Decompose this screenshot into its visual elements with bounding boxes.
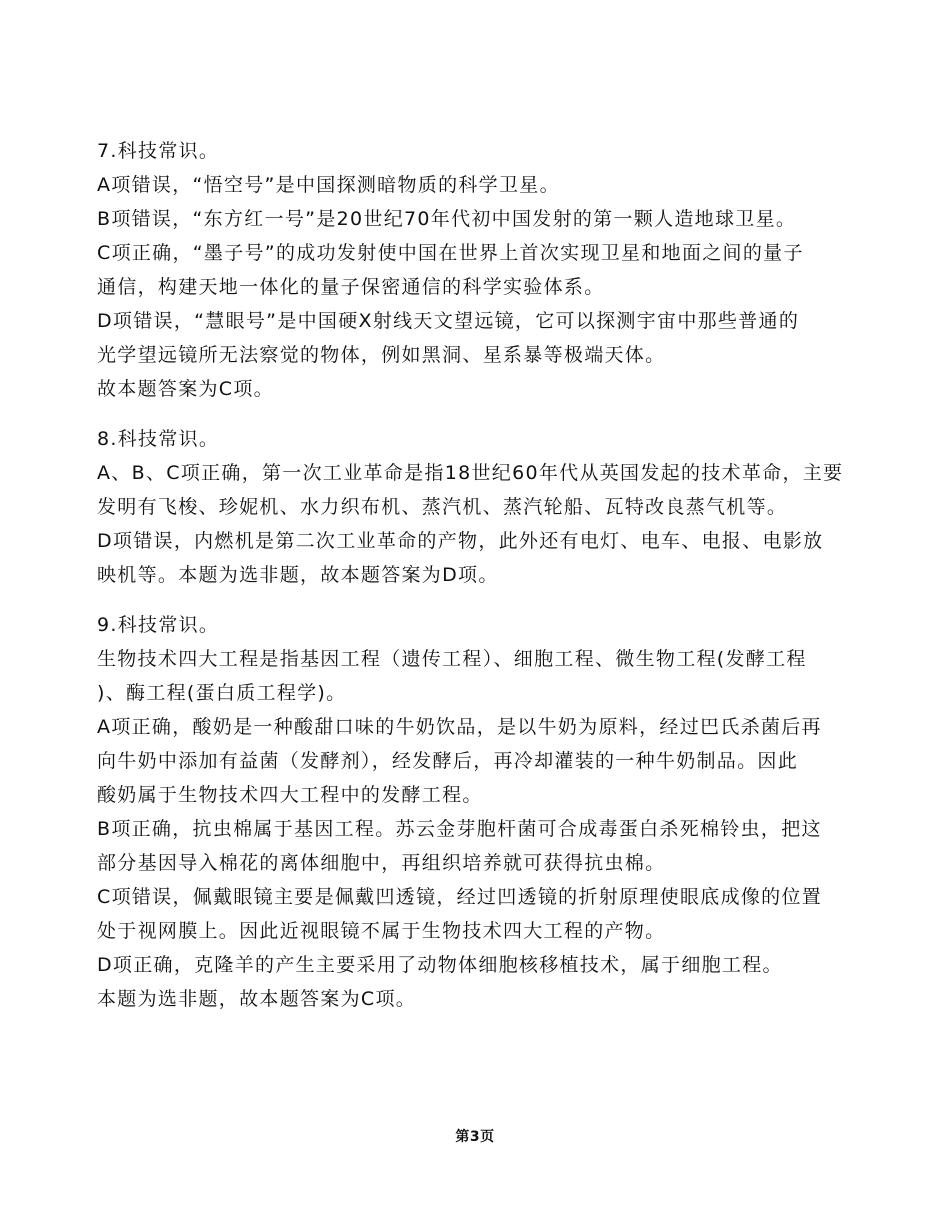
question-7-option-a [97, 168, 877, 202]
question-7-option-c [97, 236, 877, 304]
text-line: B项错误，“东方红一号”是20世纪70年代初中国发射的第一颗人造地球卫星。 [97, 208, 797, 230]
text-line: A、B、C项正确，第一次工业革命是指18世纪60年代从英国发起的技术革命，主要 [97, 462, 844, 484]
text-line: D项错误，“慧眼号”是中国硬X射线天文望远镜，它可以探测宇宙中那些普通的 [97, 310, 800, 332]
question-9-option-d [97, 948, 877, 982]
question-9-option-c [97, 880, 877, 948]
text-line: 映机等。本题为选非题，故本题答案为D项。 [97, 564, 499, 586]
question-9-answer [97, 982, 877, 1016]
text-line: A项错误，“悟空号”是中国探测暗物质的科学卫星。 [97, 174, 560, 196]
text-line: C项正确，“墨子号”的成功发射使中国在世界上首次实现卫星和地面之间的量子 [97, 242, 804, 264]
text-line: B项正确，抗虫棉属于基因工程。苏云金芽胞杆菌可合成毒蛋白杀死棉铃虫，把这 [97, 818, 822, 840]
text-line: D项正确，克隆羊的产生主要采用了动物体细胞核移植技术，属于细胞工程。 [97, 954, 783, 976]
question-9-explanation [97, 608, 877, 1016]
question-8-heading: 8.科技常识。 [97, 428, 220, 450]
question-9-intro [97, 642, 877, 710]
text-line: D项错误，内燃机是第二次工业革命的产物，此外还有电灯、电车、电报、电影放 [97, 530, 824, 552]
question-7-option-b [97, 202, 877, 236]
page-number: 第3页 [455, 1129, 495, 1145]
question-7-heading: 7.科技常识。 [97, 140, 220, 162]
question-9-option-a [97, 710, 877, 812]
text-line: 通信，构建天地一体化的量子保密通信的科学实验体系。 [97, 276, 605, 298]
question-8-option-abc [97, 456, 877, 524]
text-line: A项正确，酸奶是一种酸甜口味的牛奶饮品，是以牛奶为原料，经过巴氏杀菌后再 [97, 716, 822, 738]
text-line: 酸奶属于生物技术四大工程中的发酵工程。 [97, 784, 483, 806]
text-line: 故本题答案为C项。 [97, 378, 274, 400]
text-line: 发明有飞梭、珍妮机、水力织布机、蒸汽机、蒸汽轮船、瓦特改良蒸气机等。 [97, 496, 788, 518]
question-9-option-b [97, 812, 877, 880]
question-7-explanation [97, 134, 877, 406]
text-line: 光学望远镜所无法察觉的物体，例如黑洞、星系暴等极端天体。 [97, 344, 666, 366]
text-line: )、酶工程(蛋白质工程学)。 [97, 682, 347, 704]
question-7-answer [97, 372, 877, 406]
question-7-option-d [97, 304, 877, 372]
question-8-option-d [97, 524, 877, 592]
text-line: 向牛奶中添加有益菌（发酵剂），经发酵后，再冷却灌装的一种牛奶制品。因此 [97, 750, 799, 772]
text-line: 部分基因导入棉花的离体细胞中，再组织培养就可获得抗虫棉。 [97, 852, 666, 874]
question-8-explanation [97, 422, 877, 592]
text-line: 生物技术四大工程是指基因工程（遗传工程）、细胞工程、微生物工程(发酵工程 [97, 648, 807, 670]
text-line: 本题为选非题，故本题答案为C项。 [97, 988, 417, 1010]
text-line: C项错误，佩戴眼镜主要是佩戴凹透镜，经过凹透镜的折射原理使眼底成像的位置 [97, 886, 823, 908]
document-body [97, 134, 877, 1032]
text-line: 处于视网膜上。因此近视眼镜不属于生物技术四大工程的产物。 [97, 920, 666, 942]
question-9-heading: 9.科技常识。 [97, 614, 220, 636]
